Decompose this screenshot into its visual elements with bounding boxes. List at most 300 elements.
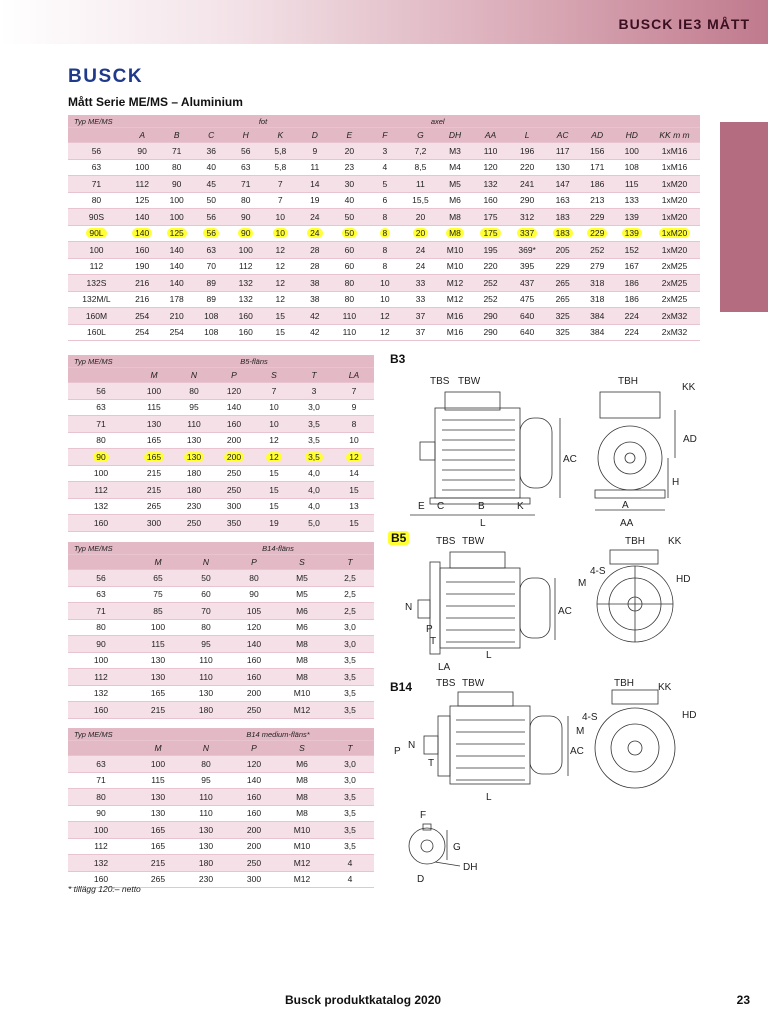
main-table-cell: 10: [263, 225, 298, 242]
b14-table-cell: 60: [182, 586, 230, 603]
main-table-row: [68, 176, 700, 193]
b5-table-cell: 15: [334, 482, 374, 499]
b14-table-cell: 180: [182, 702, 230, 719]
main-table-cell: 254: [125, 324, 160, 341]
b5-table-row: [68, 465, 374, 482]
b14-table-cell: 80: [182, 619, 230, 636]
main-table-cell: 2xM32: [649, 324, 700, 341]
main-table-cell: 183: [545, 225, 580, 242]
main-table-cell: 9: [298, 143, 333, 160]
main-table-cell: 5,8: [263, 143, 298, 160]
main-table-cell: 1xM20: [649, 192, 700, 209]
main-table-cell: 140: [159, 242, 194, 259]
b14-table-cell: 100: [134, 619, 182, 636]
main-table-cell: 186: [614, 291, 649, 308]
b14-table-cell: 160: [68, 702, 134, 719]
b5-table-cell: 130: [174, 449, 214, 466]
b14-table-cell: 95: [182, 636, 230, 653]
b14m-table-cell: 90: [68, 805, 134, 822]
b14-4s: 4-S: [582, 712, 598, 723]
b5-la: LA: [438, 662, 451, 672]
b5-table-cell: 165: [134, 449, 174, 466]
main-table-cell: 20: [332, 143, 367, 160]
main-table-cell: 384: [580, 324, 615, 341]
main-table-row: [68, 324, 700, 341]
b5-table-header-cell: P: [214, 368, 254, 383]
b5-table-cell: 13: [334, 498, 374, 515]
main-table-cell: M10: [438, 242, 473, 259]
b14-table-cell: 130: [134, 669, 182, 686]
b14-table-cell: M12: [278, 702, 326, 719]
main-table-header-cell: C: [194, 128, 229, 143]
main-table-cell: 125: [125, 192, 160, 209]
b14-table-row: [68, 619, 374, 636]
b14-tbw: TBW: [462, 678, 485, 689]
main-table-cell: 40: [194, 159, 229, 176]
b5-table-cell: 63: [68, 399, 134, 416]
b5-table-cell: 250: [214, 465, 254, 482]
main-table-cell: 384: [580, 308, 615, 325]
b14-table-cell: 200: [230, 685, 278, 702]
main-table-cell: 120: [472, 159, 509, 176]
b5-table-cell: 115: [134, 399, 174, 416]
b14m-table-cell: 215: [134, 855, 182, 872]
main-table-cell: 178: [159, 291, 194, 308]
main-table-cell: 19: [298, 192, 333, 209]
main-table-cell: 140: [159, 258, 194, 275]
b5-table-cell: 160: [214, 416, 254, 433]
main-table-cell: M12: [438, 291, 473, 308]
b5-table-cell: 4,0: [294, 482, 334, 499]
main-table-header-cell: G: [403, 128, 438, 143]
b14m-table-row: [68, 789, 374, 806]
b14-table-cell: 110: [182, 669, 230, 686]
main-table-cell: 254: [125, 308, 160, 325]
b5-table-cell: 10: [334, 432, 374, 449]
b5-t: T: [430, 636, 437, 647]
main-table-cell: 12: [263, 242, 298, 259]
b3-b: B: [478, 501, 485, 512]
b14-table-cell: 90: [230, 586, 278, 603]
b14-table-cell: M8: [278, 652, 326, 669]
b14-table-cell: 70: [182, 603, 230, 620]
b14-p: P: [394, 746, 401, 757]
b5-table-cell: 4,0: [294, 498, 334, 515]
main-table-cell: M6: [438, 192, 473, 209]
b5-table-cell: 56: [68, 383, 134, 400]
main-table-cell: 152: [614, 242, 649, 259]
main-table-cell: 12: [367, 308, 404, 325]
b14m-table-cell: 4: [326, 855, 374, 872]
b14-medium-flange-table: [68, 728, 374, 888]
shaft-g: G: [453, 842, 461, 853]
axel-group-label: axel: [403, 115, 472, 128]
b14-table-cell: 3,5: [326, 669, 374, 686]
main-table-cell: 24: [403, 258, 438, 275]
main-table-cell: 12: [263, 258, 298, 275]
b14m-table-cell: 100: [68, 822, 134, 839]
b14-m: M: [576, 726, 585, 737]
b5-flange-label: B5-fläns: [214, 355, 294, 368]
b5-table-row: [68, 515, 374, 532]
main-table-cell: 10: [367, 275, 404, 292]
b14m-table-cell: 265: [134, 871, 182, 888]
main-table-cell: 265: [545, 291, 580, 308]
b14-typ-label: Typ ME/MS: [68, 542, 230, 555]
main-table-cell: 56: [194, 209, 229, 226]
main-table-cell: 36: [194, 143, 229, 160]
main-table-cell: 23: [332, 159, 367, 176]
main-table-cell: 1xM16: [649, 159, 700, 176]
main-table-cell: 437: [509, 275, 546, 292]
b14m-table-cell: 160: [230, 805, 278, 822]
b14-table-cell: 2,5: [326, 603, 374, 620]
main-table-cell: 60: [332, 242, 367, 259]
main-table-cell: 100: [228, 242, 263, 259]
b14-table-cell: 120: [230, 619, 278, 636]
b14m-table-cell: 120: [230, 756, 278, 773]
b5-flange-table: [68, 355, 374, 532]
main-table-cell: M4: [438, 159, 473, 176]
b14m-table-cell: 130: [134, 789, 182, 806]
b5-table-cell: 250: [174, 515, 214, 532]
b14m-table-cell: M12: [278, 855, 326, 872]
main-table-cell: 11: [403, 176, 438, 193]
main-table-cell: 325: [545, 324, 580, 341]
b14-table-header-cell: N: [182, 555, 230, 570]
b5-table-cell: 3,5: [294, 432, 334, 449]
main-table-header-cell: H: [228, 128, 263, 143]
main-table-cell: 80: [68, 192, 125, 209]
b3-a: A: [622, 500, 629, 511]
b14-table-header-cell: [68, 555, 134, 570]
b14-table-header-cell: P: [230, 555, 278, 570]
main-table-cell: 117: [545, 143, 580, 160]
b5-table-cell: 180: [174, 482, 214, 499]
b3-k: K: [517, 501, 524, 512]
main-table-header-cell: AD: [580, 128, 615, 143]
b14m-table-cell: 100: [134, 756, 182, 773]
main-table-header-cell: DH: [438, 128, 473, 143]
main-table-header-cell: D: [298, 128, 333, 143]
b3-ad: AD: [683, 434, 697, 445]
main-table-cell: 325: [545, 308, 580, 325]
main-table-cell: 139: [614, 225, 649, 242]
main-table-cell: 5,8: [263, 159, 298, 176]
b3-l: L: [480, 518, 486, 529]
b14-table-cell: 75: [134, 586, 182, 603]
main-table-cell: 1xM20: [649, 209, 700, 226]
b14m-table-cell: M6: [278, 756, 326, 773]
main-table-cell: 132: [472, 176, 509, 193]
b14m-table-cell: 130: [182, 838, 230, 855]
main-table-cell: 160: [228, 308, 263, 325]
b14-n: N: [408, 740, 416, 751]
shaft-f: F: [420, 810, 427, 821]
b14m-table-header-cell: M: [134, 741, 182, 756]
main-table-cell: 167: [614, 258, 649, 275]
b14m-table-cell: 132: [68, 855, 134, 872]
b14m-table-cell: 130: [134, 805, 182, 822]
b3-tbh: TBH: [618, 376, 638, 387]
main-table-cell: 369*: [509, 242, 546, 259]
main-table-cell: 132: [228, 275, 263, 292]
b14m-typ-label: Typ ME/MS: [68, 728, 230, 741]
main-table-header-cell: A: [125, 128, 160, 143]
main-table-cell: 42: [298, 324, 333, 341]
main-table-cell: M5: [438, 176, 473, 193]
footnote: * tillägg 120:– netto: [68, 884, 141, 894]
b5-table-cell: 165: [134, 432, 174, 449]
b5-table-cell: 3,5: [294, 449, 334, 466]
b5-table-cell: 130: [174, 432, 214, 449]
b14-table-cell: 215: [134, 702, 182, 719]
b5-table-header-cell: [68, 368, 134, 383]
shaft-dh: DH: [463, 862, 478, 873]
main-table-cell: 290: [509, 192, 546, 209]
b14m-table-cell: M8: [278, 789, 326, 806]
b5-table-header-cell: S: [254, 368, 294, 383]
main-table-cell: 229: [580, 225, 615, 242]
b14-table-cell: M6: [278, 619, 326, 636]
main-table-cell: 395: [509, 258, 546, 275]
b14-table-row: [68, 603, 374, 620]
main-table-cell: 71: [228, 176, 263, 193]
b14-table-cell: M5: [278, 586, 326, 603]
b5-table-row: [68, 383, 374, 400]
main-table-cell: 229: [580, 209, 615, 226]
main-table-cell: 40: [332, 192, 367, 209]
b5-table-cell: 300: [214, 498, 254, 515]
b5-table-cell: 8: [334, 416, 374, 433]
main-table-cell: 224: [614, 308, 649, 325]
main-table-cell: 7,2: [403, 143, 438, 160]
b14-table-row: [68, 636, 374, 653]
main-table-cell: 186: [614, 275, 649, 292]
main-table-cell: 56: [228, 143, 263, 160]
main-table-header-cell: HD: [614, 128, 649, 143]
main-table-cell: 175: [472, 225, 509, 242]
main-table-cell: M16: [438, 308, 473, 325]
b5-table-cell: 9: [334, 399, 374, 416]
b14-table-cell: M6: [278, 603, 326, 620]
main-table-cell: 89: [194, 275, 229, 292]
b14-table-header-cell: T: [326, 555, 374, 570]
main-table-cell: 8: [367, 209, 404, 226]
main-table-cell: 1xM20: [649, 176, 700, 193]
footer-catalog: Busck produktkatalog 2020: [285, 993, 442, 1007]
b5-table-cell: 5,0: [294, 515, 334, 532]
b14-table-cell: M5: [278, 570, 326, 587]
b5-table-cell: 10: [254, 399, 294, 416]
main-table-cell: 14: [298, 176, 333, 193]
b14-table-row: [68, 669, 374, 686]
b3-kk: KK: [682, 382, 696, 393]
main-table-header-cell: F: [367, 128, 404, 143]
main-table-cell: 15,5: [403, 192, 438, 209]
b14-tbh: TBH: [614, 678, 634, 689]
main-table-row: [68, 209, 700, 226]
b14-flange-label: B14-fläns: [230, 542, 326, 555]
main-table-cell: 89: [194, 291, 229, 308]
main-table-cell: 42: [298, 308, 333, 325]
main-table-cell: 20: [403, 225, 438, 242]
main-table-cell: 11: [298, 159, 333, 176]
b14-flange-table: [68, 542, 374, 719]
main-table-cell: 28: [298, 258, 333, 275]
main-table-cell: 115: [614, 176, 649, 193]
b14m-table-cell: 3,0: [326, 756, 374, 773]
b14m-table-cell: 180: [182, 855, 230, 872]
b14m-table-cell: 112: [68, 838, 134, 855]
b5-table-cell: 230: [174, 498, 214, 515]
main-table-cell: 6: [367, 192, 404, 209]
b14m-table-cell: 3,0: [326, 772, 374, 789]
b5-4s: 4-S: [590, 566, 606, 577]
b5-tbh: TBH: [625, 536, 645, 547]
main-table-cell: 100: [68, 242, 125, 259]
main-table-cell: 2xM25: [649, 291, 700, 308]
b5-table-cell: 200: [214, 432, 254, 449]
b5-table-cell: 15: [254, 465, 294, 482]
main-table-cell: 24: [298, 225, 333, 242]
b14m-table-cell: 140: [230, 772, 278, 789]
b3-ac: AC: [563, 454, 577, 465]
main-table-cell: 147: [545, 176, 580, 193]
main-table-cell: 80: [228, 192, 263, 209]
main-table-cell: 100: [125, 159, 160, 176]
main-table-cell: 252: [472, 275, 509, 292]
b14-table-cell: 110: [182, 652, 230, 669]
b5-kk: KK: [668, 536, 682, 547]
side-tab: [720, 122, 768, 312]
b14-table-row: [68, 570, 374, 587]
main-table-header-cell: K: [263, 128, 298, 143]
b14m-table-cell: M10: [278, 822, 326, 839]
b14-table-cell: 105: [230, 603, 278, 620]
b14m-table-cell: 165: [134, 838, 182, 855]
main-table-cell: 20: [403, 209, 438, 226]
main-table-cell: 112: [68, 258, 125, 275]
main-table-header-cell: AA: [472, 128, 509, 143]
main-table-cell: 132: [228, 291, 263, 308]
main-table-cell: 205: [545, 242, 580, 259]
main-table-cell: 110: [332, 324, 367, 341]
header-title: BUSCK IE3 MÅTT: [618, 16, 750, 32]
main-table-cell: 56: [68, 143, 125, 160]
b14-table-cell: 80: [230, 570, 278, 587]
main-table-cell: 28: [298, 242, 333, 259]
b14m-table-cell: 95: [182, 772, 230, 789]
b3-motor-drawing: [400, 370, 700, 530]
main-table-cell: 63: [68, 159, 125, 176]
b5-table-cell: 3,0: [294, 399, 334, 416]
main-table-cell: 160: [228, 324, 263, 341]
b14-label: B14: [390, 680, 413, 694]
main-table-cell: 265: [545, 275, 580, 292]
main-table-cell: 2xM25: [649, 258, 700, 275]
main-table-row: [68, 275, 700, 292]
main-table-cell: 183: [545, 209, 580, 226]
main-table-cell: 112: [228, 258, 263, 275]
main-table-cell: 139: [614, 209, 649, 226]
main-table-cell: 30: [332, 176, 367, 193]
b14-table-cell: 65: [134, 570, 182, 587]
main-table-cell: 254: [159, 324, 194, 341]
b14-table-cell: 90: [68, 636, 134, 653]
main-table-cell: 290: [472, 324, 509, 341]
main-table-cell: 15: [263, 308, 298, 325]
b5-table-cell: 120: [214, 383, 254, 400]
b14-l: L: [486, 792, 492, 803]
b5-table-header-cell: M: [134, 368, 174, 383]
b14m-table-cell: 63: [68, 756, 134, 773]
b5-table-cell: 12: [334, 449, 374, 466]
b5-table-cell: 215: [134, 465, 174, 482]
main-table-cell: 90: [228, 209, 263, 226]
busck-logo: BUSCK: [68, 66, 144, 87]
main-table-cell: 63: [228, 159, 263, 176]
main-table-cell: 196: [509, 143, 546, 160]
b14m-table-cell: 200: [230, 822, 278, 839]
b14m-table-cell: 110: [182, 805, 230, 822]
main-table-cell: 163: [545, 192, 580, 209]
main-table-cell: 132M/L: [68, 291, 125, 308]
main-table-cell: 1xM20: [649, 242, 700, 259]
main-table-cell: 71: [68, 176, 125, 193]
main-table-cell: 7: [263, 176, 298, 193]
b5-table-cell: 250: [214, 482, 254, 499]
b3-c: C: [437, 501, 445, 512]
b14-table-cell: 140: [230, 636, 278, 653]
b5-table-row: [68, 432, 374, 449]
b14-table-header-cell: M: [134, 555, 182, 570]
main-table-cell: 475: [509, 291, 546, 308]
main-table-cell: 38: [298, 275, 333, 292]
b14m-table-cell: 3,5: [326, 805, 374, 822]
main-table-cell: 80: [159, 159, 194, 176]
main-table-cell: 279: [580, 258, 615, 275]
main-table-row: [68, 242, 700, 259]
b14m-table-cell: 110: [182, 789, 230, 806]
main-table-cell: M12: [438, 275, 473, 292]
main-table-row: [68, 308, 700, 325]
b5-table-cell: 15: [334, 515, 374, 532]
b5-table-cell: 130: [134, 416, 174, 433]
main-table-header-cell: KK m m: [649, 128, 700, 143]
main-table-cell: 213: [580, 192, 615, 209]
b5-table-cell: 71: [68, 416, 134, 433]
main-table-cell: 10: [367, 291, 404, 308]
b5-ac: AC: [558, 606, 572, 617]
b5-table-cell: 215: [134, 482, 174, 499]
main-table-cell: 50: [332, 225, 367, 242]
main-table-cell: 108: [194, 324, 229, 341]
main-table-cell: 100: [159, 192, 194, 209]
b14-kk: KK: [658, 682, 672, 693]
b14m-table-cell: 3,5: [326, 822, 374, 839]
b14-table-cell: 112: [68, 669, 134, 686]
b5-table-row: [68, 482, 374, 499]
main-table-cell: 5: [367, 176, 404, 193]
b14m-table-cell: 165: [134, 822, 182, 839]
main-table-cell: 12: [263, 291, 298, 308]
b14m-table-cell: 300: [230, 871, 278, 888]
main-table-cell: 186: [580, 176, 615, 193]
b14m-table-header-cell: T: [326, 741, 374, 756]
main-dimensions-table: [68, 115, 700, 341]
b5-table-cell: 3: [294, 383, 334, 400]
